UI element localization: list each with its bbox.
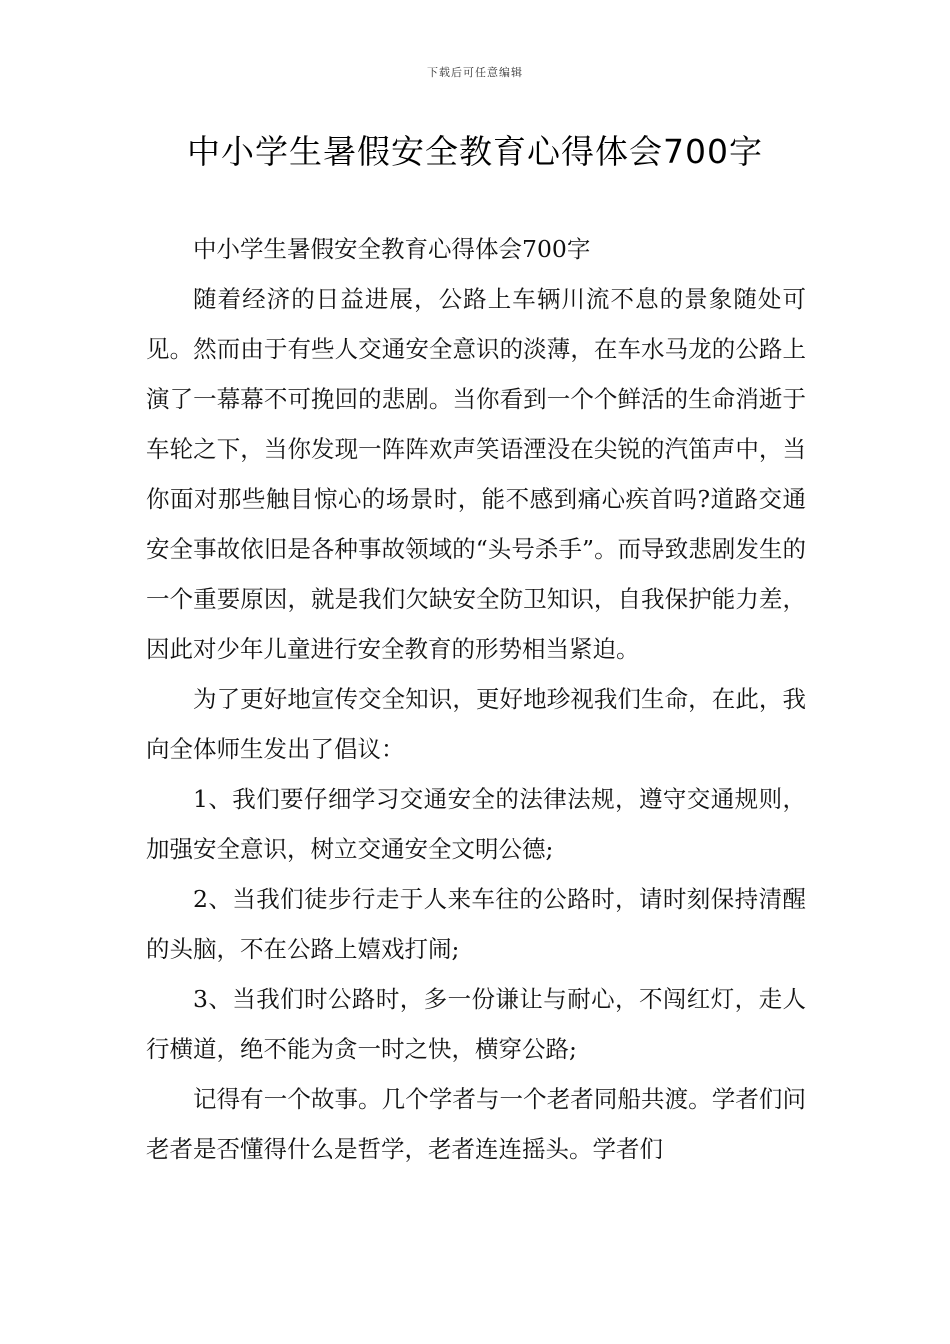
document-title: 中小学生暑假安全教育心得体会700字 — [187, 132, 763, 171]
paragraph: 记得有一个故事。几个学者与一个老者同船共渡。学者们问老者是否懂得什么是哲学，老者连连摇头。学者们 — [146, 1085, 806, 1163]
paragraph: 随着经济的日益进展，公路上车辆川流不息的景象随处可见。然而由于有些人交通安全意识的淡薄，在车水马龙的公路上演了一幕幕不可挽回的悲剧。当你看到一个个鲜活的生命消逝于车轮之下，当你发现一阵阵欢声笑语湮没在尖锐的汽笛声中，当你面对那些触目惊心的场景时，能不感到痛心疾首吗?道路交通安全事故依旧是各种事故领域的“头号杀手”。而导致悲剧发生的一个重要原因，就是我们欠缺安全防卫知识，自我保护能力差，因此对少年儿童进行安全教育的形势相当紧迫。 — [146, 285, 806, 663]
paragraph: 为了更好地宣传交全知识，更好地珍视我们生命，在此，我向全体师生发出了倡议： — [146, 685, 806, 763]
list-item: 1、我们要仔细学习交通安全的法律法规，遵守交通规则，加强安全意识，树立交通安全文明公德; — [146, 785, 806, 863]
list-item: 3、当我们时公路时，多一份谦让与耐心，不闯红灯，走人行横道，绝不能为贪一时之快，横穿公路; — [146, 985, 806, 1063]
paragraph-subtitle: 中小学生暑假安全教育心得体会700字 — [193, 235, 591, 263]
document-body — [146, 224, 806, 1174]
header-note: 下载后可任意编辑 — [427, 66, 523, 79]
list-item: 2、当我们徒步行走于人来车往的公路时，请时刻保持清醒的头脑，不在公路上嬉戏打闹; — [146, 885, 806, 963]
